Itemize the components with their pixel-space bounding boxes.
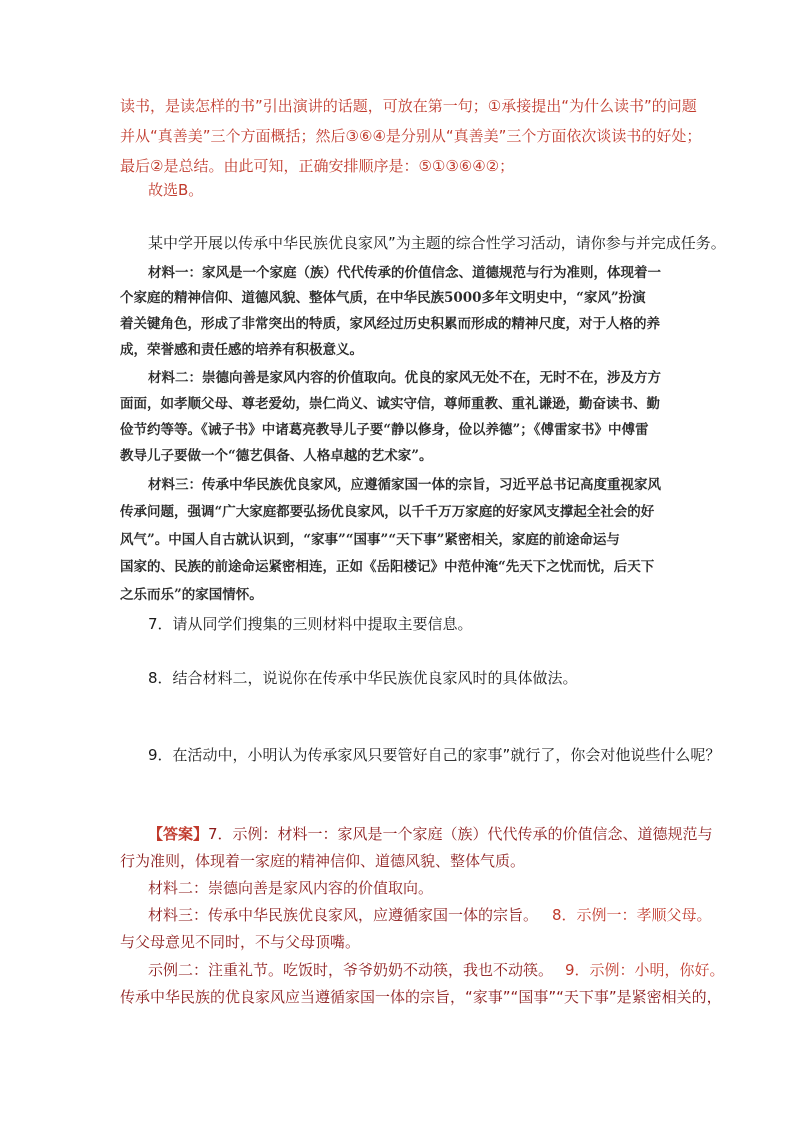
- answer-line-7: 传承中华民族的优良家风应当遵循家国一体的宗旨，“家事”“国事”“天下事”是紧密相关的，: [120, 988, 722, 1006]
- answer-line-3: 材料二：崇德向善是家风内容的价值取向。: [148, 879, 434, 897]
- answer-line-2: 行为准则，体现着一家庭的精神信仰、道德风貌、整体气质。: [120, 852, 526, 870]
- material-3-line: 传承问题，强调“广大家庭都要弘扬优良家风，以千千万万家庭的好家风支撑起全社会的好: [120, 504, 655, 520]
- material-3-line: 之乐而乐”的家国情怀。: [120, 587, 263, 603]
- prev-answer-line-2: 并从“真善美”三个方面概括；然后③⑥④是分别从“真善美”三个方面依次谈读书的好处；: [120, 127, 702, 145]
- answer-line-1: [148, 824, 713, 844]
- material-1-line: 材料一：家风是一个家庭（族）代代传承的价值信念、道德规范与行为准则，体现着一: [148, 265, 661, 281]
- answer-8-start: 8．示例一：孝顺父母。: [552, 906, 712, 924]
- answer-tag: 【答案】: [148, 825, 209, 843]
- activity-intro: 某中学开展以传承中华民族优良家风”为主题的综合性学习活动，请你参与并完成任务。: [148, 234, 726, 252]
- material-2-line: 教导儿子要做一个“德艺俱备、人格卓越的艺术家”。: [120, 448, 433, 464]
- prev-answer-line-1: 读书，是读怎样的书”引出演讲的话题，可放在第一句；①承接提出“为什么读书”的问题: [120, 97, 697, 115]
- material-3-line: 国家的、民族的前途命运紧密相连，正如《岳阳楼记》中范仲淹“先天下之忧而忧，后天下: [120, 559, 655, 575]
- material-1-line: 着关键角色，形成了非常突出的特质，家风经过历史积累而形成的精神尺度，对于人格的养: [120, 316, 660, 332]
- answer-line-6: [148, 960, 725, 980]
- prev-answer-line-3: 最后②是总结。由此可知，正确安排顺序是：⑤①③⑥④②；: [120, 157, 515, 175]
- material-3-line: 风气”。中国人自古就认识到，“家事”“国事”“天下事”紧密相关，家庭的前途命运与: [120, 532, 620, 548]
- question-9: 9．在活动中，小明认为传承家风只要管好自己的家事”就行了，你会对他说些什么呢？: [148, 746, 721, 764]
- material-2-line: 面面，如孝顺父母、尊老爱幼，崇仁尚义、诚实守信，尊师重教、重礼谦逊，勤奋读书、勤: [120, 396, 660, 412]
- material-1-line: 成，荣誉感和责任感的培养有积极意义。: [120, 342, 363, 358]
- material-1-line: 个家庭的精神信仰、道德风貌、整体气质，在中华民族5000多年文明史中，“家风”扮演: [120, 290, 646, 306]
- answer-line-4: [148, 905, 712, 925]
- answer-8-example-2: 示例二：注重礼节。吃饭时，爷爷奶奶不动筷，我也不动筷。: [148, 961, 554, 979]
- material-2-line: 材料二：崇德向善是家风内容的价值取向。优良的家风无处不在，无时不在，涉及方方: [148, 370, 661, 386]
- answer-material-3: 材料三：传承中华民族优良家风，应遵循家国一体的宗旨。: [148, 906, 539, 924]
- answer-line-5: 与父母意见不同时，不与父母顶嘴。: [120, 933, 361, 951]
- question-7: 7．请从同学们搜集的三则材料中提取主要信息。: [148, 615, 473, 633]
- material-2-line: 俭节约等等。《诫子书》中诸葛亮教导儿子要“静以修身，俭以养德”；《傅雷家书》中傅雷: [120, 422, 649, 438]
- prev-answer-conclusion: 故选B。: [148, 181, 204, 199]
- answer-9-start: 9．示例：小明，你好。: [565, 961, 725, 979]
- material-3-line: 材料三：传承中华民族优良家风，应遵循家国一体的宗旨，习近平总书记高度重视家风: [148, 477, 661, 493]
- question-8: 8．结合材料二，说说你在传承中华民族优良家风时的具体做法。: [148, 669, 578, 687]
- answer-7-text: 7．示例：材料一：家风是一个家庭（族）代代传承的价值信念、道德规范与: [208, 825, 713, 843]
